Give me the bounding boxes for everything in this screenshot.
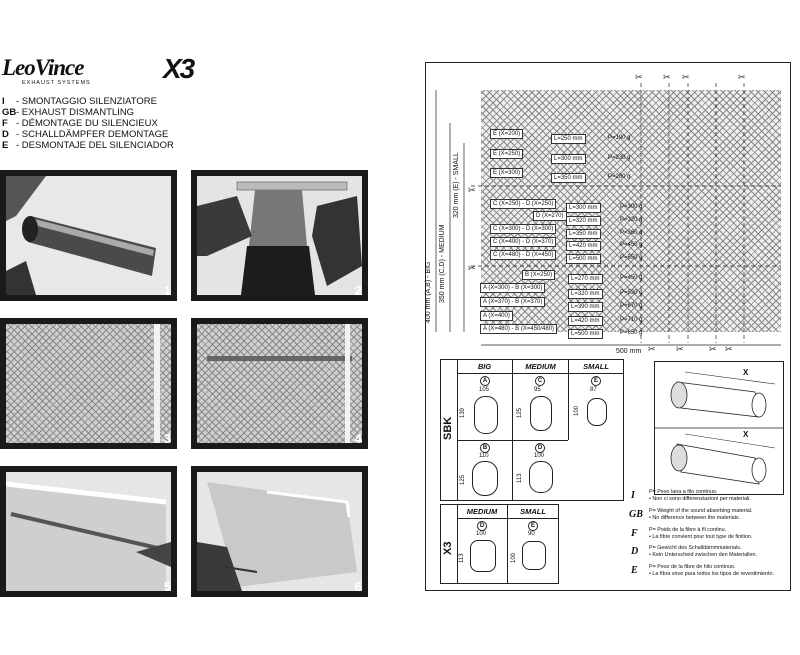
lang-code: GB (2, 107, 17, 118)
cell-letter: E (528, 521, 538, 531)
title-line (2, 129, 174, 140)
x3-table (440, 504, 559, 584)
length-label: L=350 mm (566, 229, 601, 239)
dimension-label: 400 mm (A,B) - BIG (425, 261, 432, 323)
cell-width: 90 (528, 531, 535, 537)
lang-code: E (2, 140, 9, 151)
row-label: D (X=270) (533, 211, 567, 221)
x3-header-small: SMALL (520, 507, 546, 516)
row-label: A (X=480) - B (X=450/480) (480, 324, 557, 334)
x-label: X (743, 368, 749, 377)
length-label: L=420 mm (568, 316, 603, 326)
step-number: 5 (163, 579, 171, 594)
cell-height: 113 (517, 473, 523, 483)
step-photo-1 (0, 170, 177, 301)
legend-line: • La fibre convient pour tout type de finition. (649, 533, 753, 540)
step-photo-2 (191, 170, 368, 301)
length-label: L=300 mm (551, 154, 586, 164)
legend-text (649, 527, 752, 540)
silencer-profile-icon (474, 396, 498, 434)
legend-line: • No difference between the materials. (649, 514, 741, 521)
cell-width: 100 (534, 453, 545, 459)
length-label: L=320 mm (566, 216, 601, 226)
x3-title: X3 (442, 541, 454, 555)
legend-line: • La fibra sirve para todos los tipos de revestimiento. (649, 570, 775, 577)
row-label: B (X=250) (522, 270, 555, 280)
length-label: L=300 mm (566, 203, 601, 213)
cell-letter: B (480, 443, 490, 453)
cell-width: 110 (479, 453, 489, 459)
row-label: C (X=480) - D (X=450) (490, 250, 556, 260)
weight-label: P=360 g (620, 230, 643, 236)
cutting-chart-sheet (425, 62, 791, 591)
cell-height: 139 (460, 407, 466, 418)
legend-code: D (631, 546, 639, 557)
brand-subtitle: EXHAUST SYSTEMS (22, 80, 91, 86)
weight-label: P=280 g (608, 174, 631, 180)
step-number: 3 (163, 431, 171, 446)
cell-height: 125 (517, 407, 523, 418)
x3-cell-D (457, 519, 507, 583)
legend-text (649, 508, 752, 521)
lang-text: - SCHALLDÄMPFER DEMONTAGE (16, 129, 169, 140)
row-label: A (X=370) - B (X=370) (480, 297, 545, 307)
lang-text: - EXHAUST DISMANTLING (16, 107, 135, 118)
weight-label: P=670 g (620, 303, 643, 309)
step-number: 1 (163, 283, 171, 298)
cutting-mat-illustration (197, 472, 362, 591)
cell-letter: D (535, 443, 545, 453)
scissor-icon: ✂ (648, 345, 656, 355)
row-label: C (X=250) - D (X=250) (490, 199, 556, 209)
sbk-title-cell (441, 360, 458, 500)
title-line (2, 96, 174, 107)
scissor-icon: ✂ (709, 345, 717, 355)
legend-text (649, 545, 757, 558)
cell-letter: C (535, 376, 545, 386)
sbk-cell-D (513, 441, 568, 500)
x3-header-medium: MEDIUM (466, 507, 498, 516)
x-label: X (743, 430, 749, 439)
sbk-header-small: SMALL (583, 362, 609, 371)
legend-line: P= Poids de la fibre à fil continu. (649, 527, 727, 533)
legend-line: P= Peso de la fibre de hilo continuo. (649, 564, 736, 570)
legend-code: GB (629, 509, 643, 520)
dimension-label: 350 mm (C,D) - MEDIUM (439, 224, 446, 303)
silencer-profile-icon (472, 461, 498, 496)
scissor-icon: ✂ (738, 73, 746, 83)
brand-logo: LeoVince (2, 55, 84, 80)
length-label: L=270 mm (568, 274, 603, 284)
cell-height: 113 (459, 553, 465, 563)
legend-code: I (631, 490, 635, 501)
lang-text: - DESMONTAJE DEL SILENCIADOR (16, 140, 174, 151)
silencer-profile-icon (587, 398, 607, 426)
sbk-header-medium: MEDIUM (525, 362, 556, 371)
length-label: L=350 mm (551, 173, 586, 183)
silencer-length-illustration (655, 362, 783, 494)
title-line (2, 140, 174, 151)
legend-line: • Kein Unterscheid zwischen den Materiallen. (649, 551, 757, 558)
row-label: A (X=400) (480, 311, 513, 321)
weight-label: P=450 g (620, 275, 643, 281)
legend-line: P= Peso lana a filo continuo. (649, 489, 718, 495)
lang-text: - SMONTAGGIO SILENZIATORE (16, 96, 157, 107)
x-measure-box (654, 361, 784, 495)
cell-letter: A (480, 376, 490, 386)
weight-label: P=300 g (620, 204, 643, 210)
sbk-cell-B (457, 441, 512, 500)
length-label: L=250 mm (551, 134, 586, 144)
sbk-cell-C (513, 374, 568, 440)
scissor-icon: ✂ (635, 73, 643, 83)
scissor-icon: ✂ (468, 186, 476, 196)
model-logo: X3 (163, 53, 194, 84)
lang-code: D (2, 129, 9, 140)
title-line (2, 107, 174, 118)
cell-width: 105 (479, 387, 490, 393)
scissor-icon: ✂ (663, 73, 671, 83)
length-label: L=420 mm (566, 241, 601, 251)
cell-height: 100 (574, 405, 580, 416)
sbk-header-big: BIG (477, 362, 492, 371)
cell-height: 125 (460, 474, 466, 485)
measure-mat-illustration (197, 324, 362, 443)
cell-width: 87 (590, 387, 597, 393)
weight-label: P=230 g (608, 155, 631, 161)
scissor-icon: ✂ (682, 73, 690, 83)
x3-cell-E (508, 519, 558, 583)
silencer-end-illustration (197, 176, 362, 295)
sbk-cell-A (457, 374, 512, 440)
row-label: C (X=400) - D (X=370) (490, 237, 556, 247)
scissor-icon: ✂ (468, 264, 476, 274)
legend-line: P= Weight of the sound absorbing material. (649, 508, 753, 514)
row-label: A (X=300) - B (X=300) (480, 283, 545, 293)
legend-line: P= Gewicht des Schalldämmmaterials. (649, 545, 742, 551)
sbk-table (440, 359, 624, 501)
weight-label: P=450 g (620, 242, 643, 248)
silencer-profile-icon (470, 540, 496, 572)
lang-code: F (2, 118, 8, 129)
width-label: 500 mm (616, 348, 642, 355)
length-label: L=500 mm (568, 329, 603, 339)
cell-letter: D (477, 521, 487, 531)
title-line (2, 118, 174, 129)
row-label: C (X=300) - D (X=300) (490, 224, 556, 234)
sbk-title: SBK (442, 416, 454, 440)
weight-label: P=190 g (608, 135, 631, 141)
step-number: 2 (354, 283, 362, 298)
weight-label: P=550 g (620, 255, 643, 261)
step-photo-4 (191, 318, 368, 449)
step-number: 6 (354, 579, 362, 594)
step-photo-5 (0, 466, 177, 597)
cell-letter: E (591, 376, 601, 386)
weight-label: P=320 g (620, 217, 643, 223)
legend-text (649, 489, 751, 502)
step-number: 4 (354, 431, 362, 446)
cell-height: 100 (511, 552, 517, 563)
fiber-mat-illustration (6, 324, 171, 443)
weight-label: P=530 g (620, 290, 643, 296)
step-photo-6 (191, 466, 368, 597)
cell-width: 95 (534, 387, 541, 393)
lang-text: - DÉMONTAGE DU SILENCIEUX (16, 118, 158, 129)
length-label: L=320 mm (568, 289, 603, 299)
step-photo-3 (0, 318, 177, 449)
length-label: L=390 mm (568, 302, 603, 312)
scissor-icon: ✂ (725, 345, 733, 355)
cut-line-illustration (6, 472, 171, 591)
scissor-icon: ✂ (676, 345, 684, 355)
title-list (2, 96, 174, 151)
sbk-cell-E (569, 374, 623, 440)
legend-code: E (631, 565, 638, 576)
length-label: L=500 mm (566, 254, 601, 264)
lang-code: I (2, 96, 5, 107)
silencer-profile-icon (529, 461, 553, 493)
legend-code: F (631, 528, 638, 539)
row-label: E (X=200) (490, 129, 523, 139)
silencer-profile-icon (522, 541, 546, 570)
silencer-profile-icon (530, 396, 552, 431)
weight-label: P=650 g (620, 330, 643, 336)
legend-text (649, 564, 774, 577)
dimension-label: 320 mm (E) - SMALL (453, 152, 460, 218)
silencer-illustration (6, 176, 171, 295)
weight-label: P=710 g (620, 317, 643, 323)
legend-line: • Non ci sono differenziazioni per materiali. (649, 495, 751, 502)
cell-width: 100 (476, 531, 487, 537)
row-label: E (X=250) (490, 149, 523, 159)
row-label: E (X=300) (490, 168, 523, 178)
